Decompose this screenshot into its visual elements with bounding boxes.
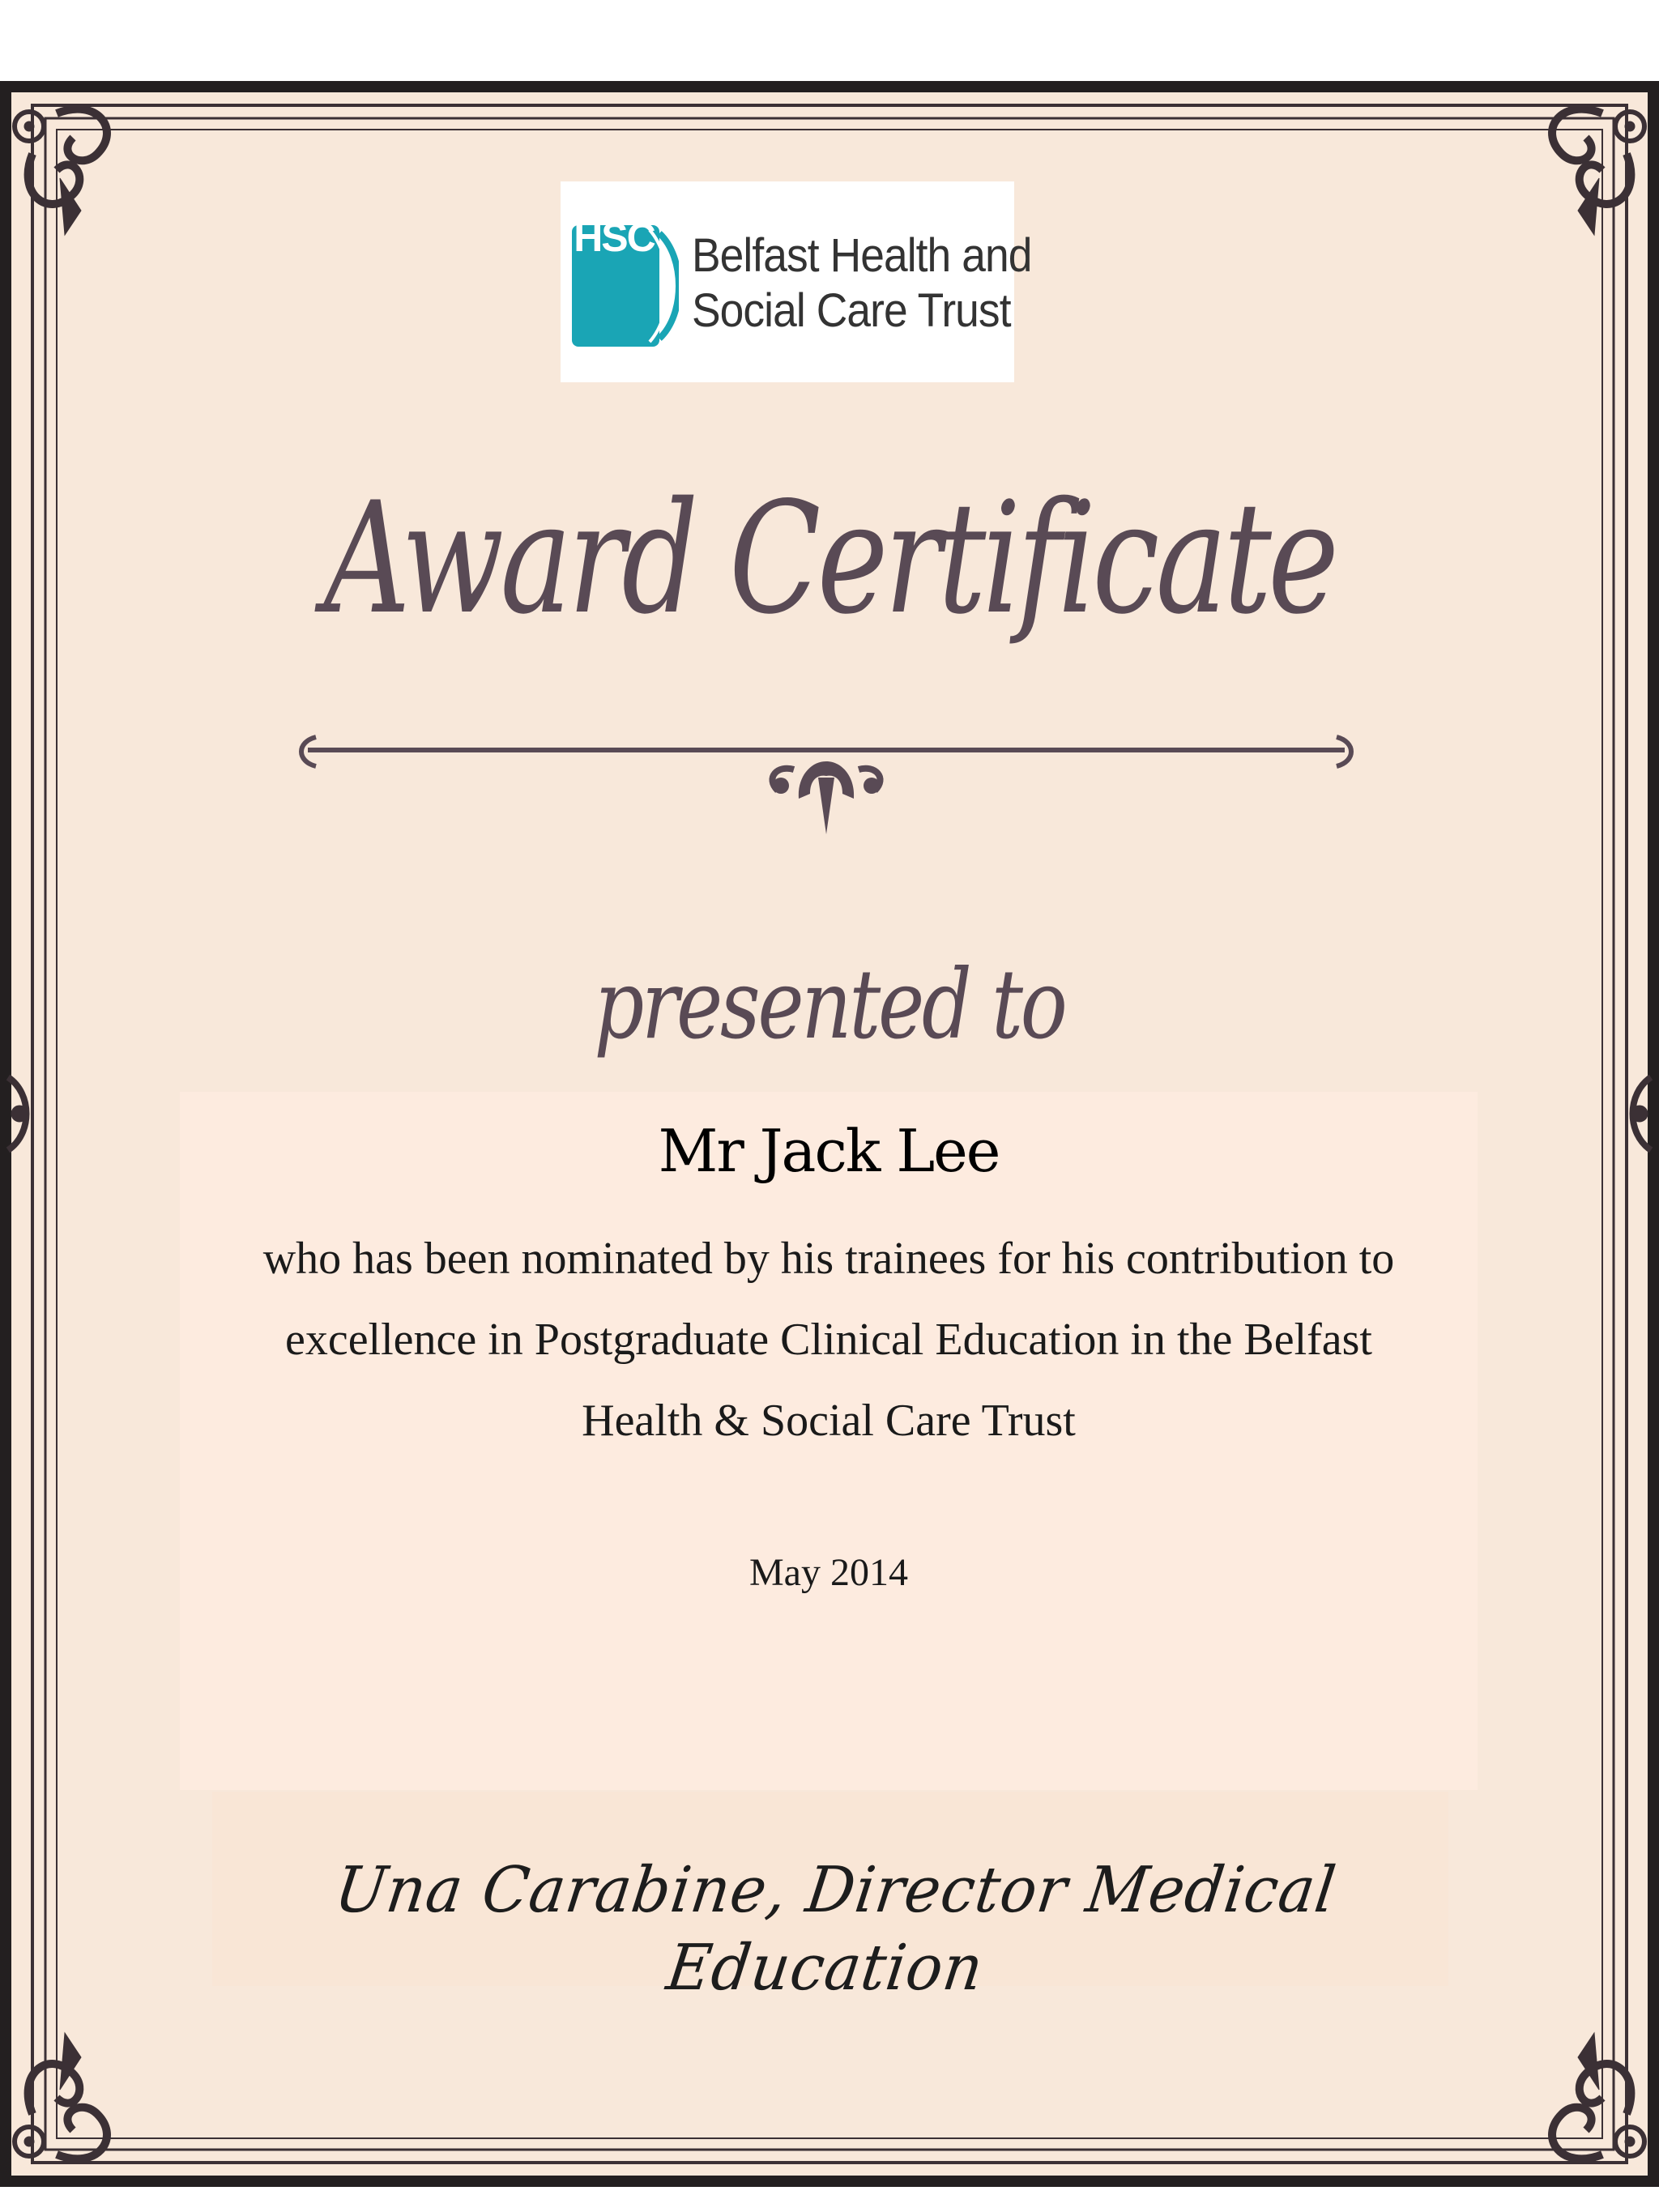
citation-text	[212, 1218, 1445, 1461]
citation-line-3: Health & Social Care Trust	[582, 1396, 1076, 1446]
fleur-corner-icon	[1552, 2033, 1644, 2159]
fleur-corner-icon	[15, 109, 107, 235]
award-date: May 2014	[749, 1551, 908, 1594]
hsc-logo-mark: HSC	[574, 215, 655, 260]
trust-name-line-1: Belfast Health and	[692, 229, 1032, 282]
trust-name	[692, 228, 1032, 339]
fleur-corner-icon	[1552, 109, 1644, 235]
citation-line-1: who has been nominated by his trainees for his contribution to	[262, 1234, 1395, 1284]
recipient-name: Mr Jack Lee	[658, 1117, 1000, 1185]
certificate-title: Award Certificate	[323, 469, 1336, 648]
certificate-page	[0, 81, 1659, 2187]
signatory: Una Carabine, Director Medical Education	[331, 1854, 1341, 2005]
signature-strip	[212, 1792, 1448, 2005]
presented-to-label: presented to	[594, 948, 1065, 1060]
citation-line-2: excellence in Postgraduate Clinical Education in the Belfast	[284, 1315, 1372, 1365]
side-ornament-icon	[8, 1077, 28, 1150]
citation-panel	[180, 1092, 1478, 1790]
side-ornament-icon	[1631, 1077, 1651, 1150]
fleur-corner-icon	[15, 2033, 107, 2159]
trust-name-line-2: Social Care Trust	[692, 284, 1011, 337]
fleur-divider-icon	[292, 729, 1361, 850]
trust-logo	[561, 181, 1032, 382]
